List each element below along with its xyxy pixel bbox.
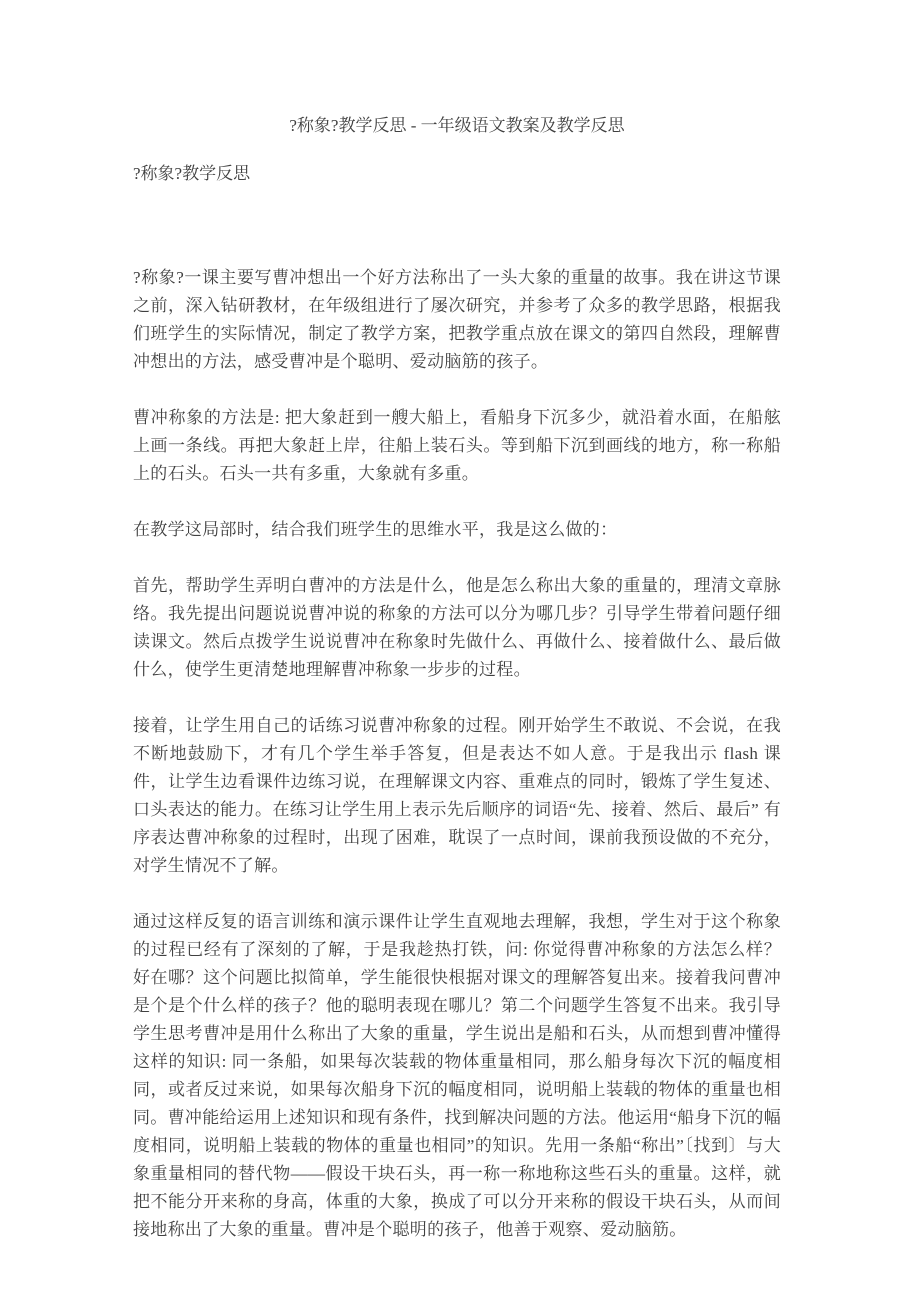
paragraph-intro: ?称象?一课主要写曹冲想出一个好方法称出了一头大象的重量的故事。我在讲这节课之前，深入钻研教材，在年级组进行了屡次研究，并参考了众多的教学思路，根据我们班学生的实际情况，制定了教学方案，把教学重点放在课文的第四自然段，理解曹冲想出的方法，感受曹冲是个聪明、爱动脑筋的孩子。 (133, 268, 781, 371)
paragraph-conclusion: 通过这样反复的语言训练和演示课件让学生直观地去理解，我想，学生对于这个称象的过程已经有了深刻的了解，于是我趁热打铁，问: 你觉得曹冲称象的方法怎么样？好在哪？这个问题比拟简单，学生能很快根据对课文的理解答复出来。接着我问曹冲是个是个什么样的孩子？他的聪明表现在哪儿？第二个问题学生答复不出来。我引导学生思考曹冲是用什么称出了大象的重量，学生说出是船和石头，从而想到曹冲懂得这样的知识: 同一条船，如果每次装载的物体重量相同，那么船身每次下沉的幅度相同，或者反过来说，如果每次船身下沉的幅度相同，说明船上装载的物体的重量也相同。曹冲能给运用上述知识和现有条件，找到解决问题的方法。他运用“船身下沉的幅度相同，说明船上装载的物体的重量也相同”的知识。先用一条船“称出”〔找到〕与大象重量相同的替代物——假设干块石头，再一称一称地称这些石头的重量。这样，就把不能分开来称的身高，体重的大象，换成了可以分开来称的假设干块石头，从而间接地称出了大象的重量。曹冲是个聪明的孩子，他善于观察、爱动脑筋。 (133, 912, 781, 1239)
paragraph-step-next: 接着，让学生用自己的话练习说曹冲称象的过程。刚开始学生不敢说、不会说，在我不断地鼓励下，才有几个学生举手答复，但是表达不如人意。于是我出示 flash 课件，让学生边看课件边练习说，在理解课文内容、重难点的同时，锻炼了学生复述、口头表达的能力。在练习让学生用上表示先后顺序的词语“先、接着、然后、最后” 有序表达曹冲称象的过程时，出现了困难，耽误了一点时间，课前我预设做的不充分，对学生情况不了解。 (133, 716, 781, 875)
paragraph-lead-in: 在教学这局部时，结合我们班学生的思维水平，我是这么做的： (133, 520, 618, 539)
document-title: ?称象?教学反思 - 一年级语文教案及教学反思 (289, 116, 625, 135)
document-subtitle: ?称象?教学反思 (133, 164, 251, 183)
paragraph-method: 曹冲称象的方法是: 把大象赶到一艘大船上，看船身下沉多少，就沿着水面，在船舷上画一条线。再把大象赶上岸，往船上装石头。等到船下沉到画线的地方，称一称船上的石头。石头一共有多重，大象就有多重。 (133, 408, 781, 483)
paragraph-step-first: 首先，帮助学生弄明白曹冲的方法是什么，他是怎么称出大象的重量的，理清文章脉络。我先提出问题说说曹冲说的称象的方法可以分为哪几步？引导学生带着问题仔细读课文。然后点拨学生说说曹冲在称象时先做什么、再做什么、接着做什么、最后做什么，使学生更清楚地理解曹冲称象一步步的过程。 (133, 576, 781, 679)
